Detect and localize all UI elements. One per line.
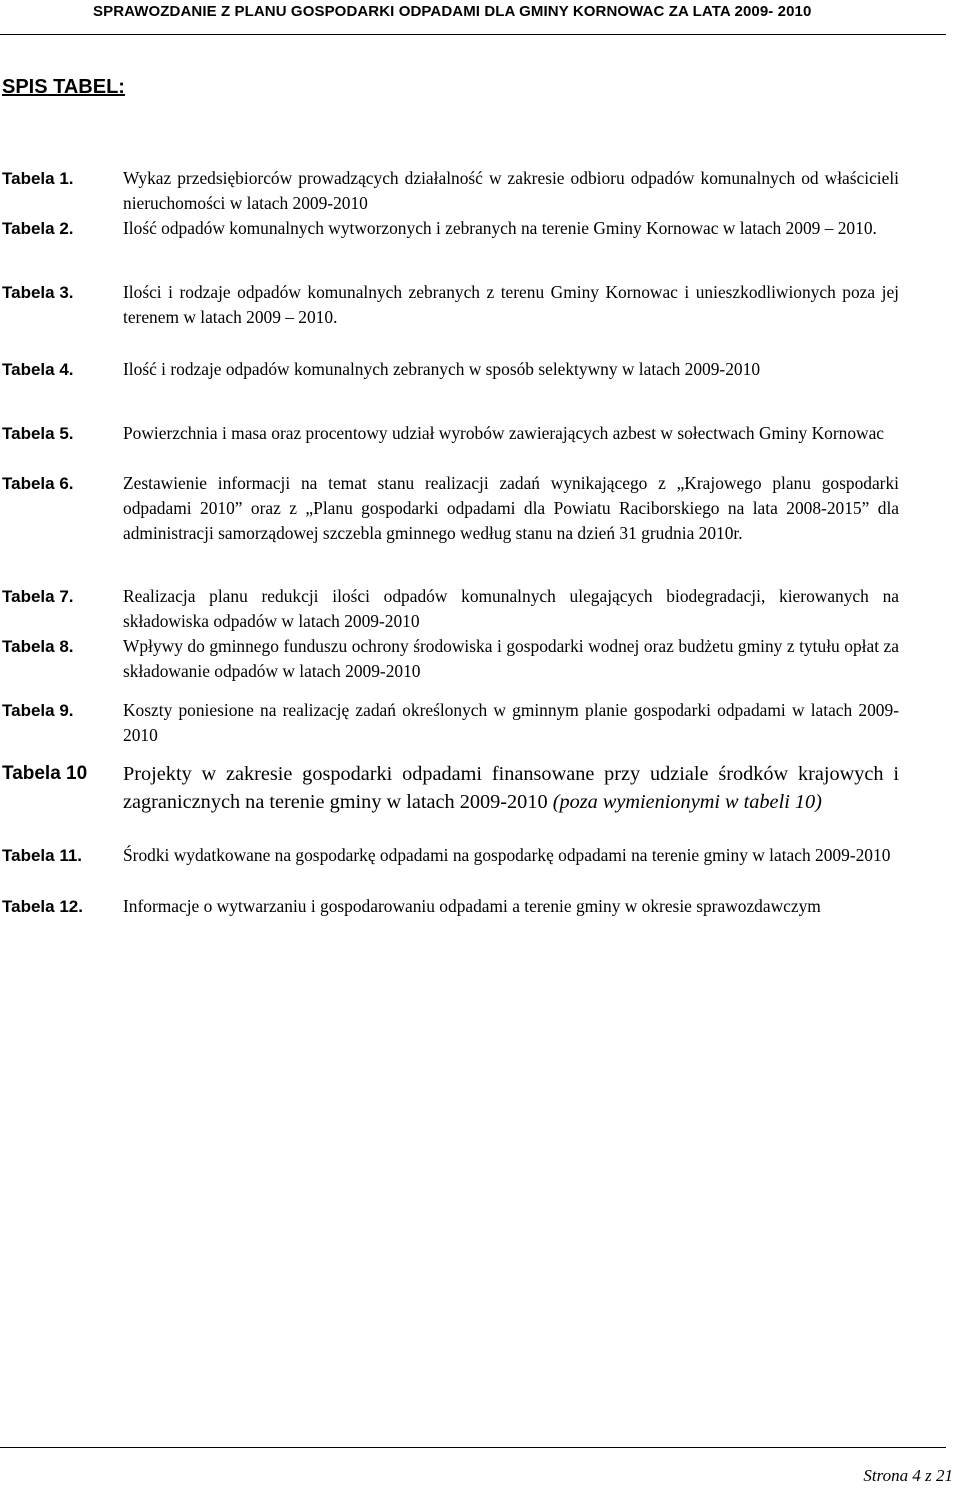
table-description: Powierzchnia i masa oraz procentowy udział wyrobów zawierających azbest w sołectwach Gminy Kornowac xyxy=(123,423,885,443)
table-label: Tabela 10 xyxy=(2,763,88,784)
table-description: Zestawienie informacji na temat stanu realizacji zadań wynikającego z „Krajowego planu gospodarki odpadami 2010” oraz z „Planu gospodarki odpadami dla Powiatu Raciborskiego na lata 2008-2015” dla administracji samorządowej szczebla gminnego według stanu na dzień 31 grudnia 2010r. xyxy=(123,473,899,543)
running-header: SPRAWOZDANIE Z PLANU GOSPODARKI ODPADAMI DLA GMINY KORNOWAC ZA LATA 2009- 2010 xyxy=(93,3,812,20)
table-label: Tabela 11. xyxy=(2,846,83,865)
table-label: Tabela 12. xyxy=(2,897,83,916)
page-number: Strona 4 z 21 xyxy=(863,1466,953,1485)
table-label: Tabela 9. xyxy=(2,701,74,720)
table-label: Tabela 1. xyxy=(2,169,74,188)
table-description-text: Projekty w zakresie gospodarki odpadami finansowane przy udziale środków krajowych i zagranicznych na terenie gminy w latach 2009-2010 xyxy=(123,763,899,813)
header-divider xyxy=(0,34,946,35)
table-description: Realizacja planu redukcji ilości odpadów komunalnych ulegających biodegradacji, kierowanych na składowiska odpadów w latach 2009-2010 xyxy=(123,586,899,631)
table-description: Koszty poniesione na realizację zadań określonych w gminnym planie gospodarki odpadami w latach 2009-2010 xyxy=(123,700,899,745)
table-label: Tabela 5. xyxy=(2,424,74,443)
table-description: Ilość odpadów komunalnych wytworzonych i zebranych na terenie Gminy Kornowac w latach 2009 – 2010. xyxy=(123,218,877,238)
table-label: Tabela 4. xyxy=(2,360,74,379)
table-description: Informacje o wytwarzaniu i gospodarowaniu odpadami a terenie gminy w okresie sprawozdawczym xyxy=(123,896,821,916)
footer-divider xyxy=(0,1447,946,1448)
page-title: SPIS TABEL: xyxy=(2,76,125,98)
table-label: Tabela 8. xyxy=(2,637,74,656)
table-label: Tabela 2. xyxy=(2,219,74,238)
table-description-note: (poza wymienionymi w tabeli 10) xyxy=(552,791,822,813)
table-description xyxy=(123,760,899,816)
table-description: Wykaz przedsiębiorców prowadzących działalność w zakresie odbioru odpadów komunalnych od właścicieli nieruchomości w latach 2009-2010 xyxy=(123,168,899,213)
table-label: Tabela 7. xyxy=(2,587,74,606)
table-label: Tabela 3. xyxy=(2,283,74,302)
table-description: Środki wydatkowane na gospodarkę odpadami na gospodarkę odpadami na terenie gminy w latach 2009-2010 xyxy=(123,845,891,865)
table-label: Tabela 6. xyxy=(2,474,74,493)
table-description: Ilość i rodzaje odpadów komunalnych zebranych w sposób selektywny w latach 2009-2010 xyxy=(123,359,761,379)
table-description: Wpływy do gminnego funduszu ochrony środowiska i gospodarki wodnej oraz budżetu gminy z tytułu opłat za składowanie odpadów w latach 2009-2010 xyxy=(123,636,899,681)
table-description: Ilości i rodzaje odpadów komunalnych zebranych z terenu Gminy Kornowac i unieszkodliwionych poza jej terenem w latach 2009 – 2010. xyxy=(123,282,899,327)
